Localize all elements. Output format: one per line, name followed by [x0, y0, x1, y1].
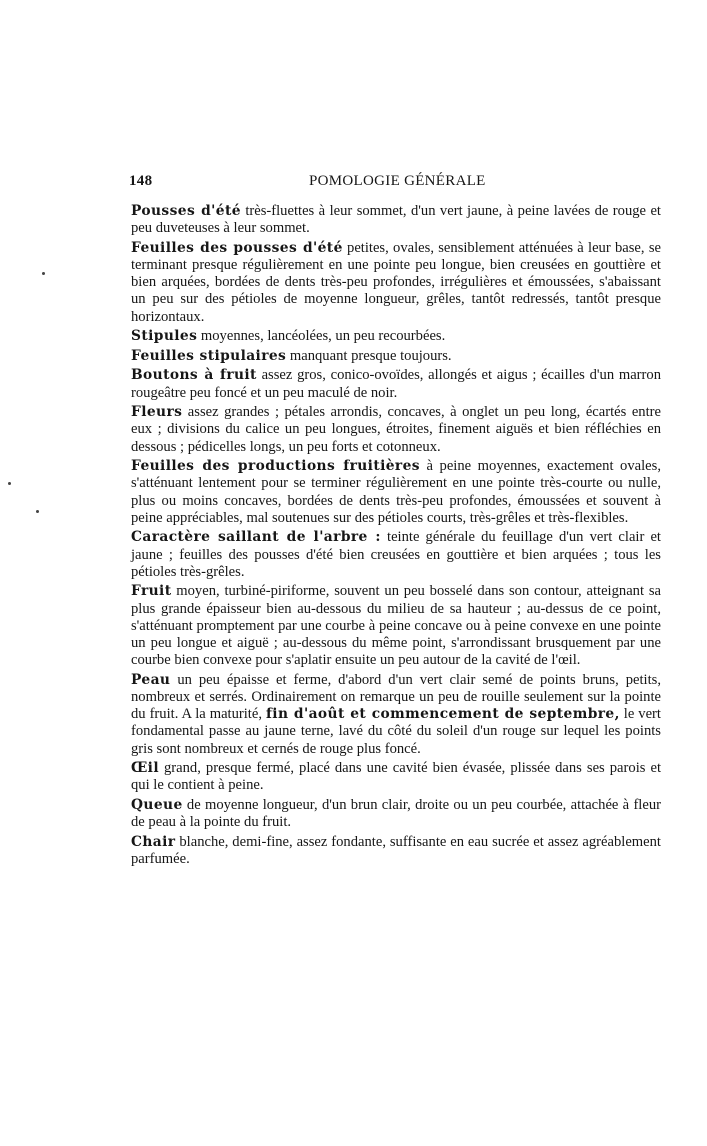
- entry-term: Feuilles des pousses d'été: [131, 239, 343, 256]
- entry-text: un peu épaisse et ferme, d'abord d'un vert clair semé de points bruns, petits, nombreux et serrés. Ordinairement on remarque un peu de rouille seulement sur la pointe du fruit. A la maturité,: [131, 671, 661, 723]
- entry-text: à peine moyennes, exactement ovales, s'atténuant lentement pour se terminer régulièrement en une pointe très-courte ou nulle, plus ou moins concaves, bordées de dents très-peu profondes, émoussées et souvent à peine appréciables, mal soutenues sur des pétioles courts, très-grêles et très-flexibles.: [131, 458, 661, 526]
- entry-boutons: [131, 367, 661, 401]
- entry-chair: [131, 834, 661, 868]
- entry-oeil: [131, 760, 661, 794]
- entry-pousses: [131, 203, 661, 237]
- entry-text: très-fluettes à leur sommet, d'un vert jaune, à peine lavées de rouge et peu duveteuses à leur sommet.: [131, 203, 661, 237]
- entry-term: Pousses d'été: [131, 203, 241, 219]
- entry-feuilles-stipulaires: [131, 348, 661, 365]
- entry-text: assez gros, conico-ovoïdes, allongés et aigus ; écailles d'un marron rougeâtre peu foncé et un peu maculé de noir.: [131, 367, 661, 401]
- entry-term: Feuilles stipulaires: [131, 347, 287, 364]
- scan-speck: [42, 272, 45, 275]
- entry-term: Chair: [131, 833, 176, 850]
- entry-text: teinte générale du feuillage d'un vert clair et jaune ; feuilles des pousses d'été bien creusées en gouttière et bien arquées ; tous les pétioles très-grêles.: [131, 529, 661, 580]
- scan-speck: [8, 482, 11, 485]
- entry-fruit: [131, 583, 661, 669]
- entry-feuilles-productions: [131, 458, 661, 527]
- entry-fleurs: [131, 404, 661, 456]
- entry-text: petites, ovales, sensiblement atténuées à leur base, se terminant presque régulièrement en une pointe peu longue, bien creusées en gouttière et bien arquées, bordées de dents très-peu profondes, irrégulières et émoussées, s'abaissant un peu sur des pétioles de moyenne longueur, grêles, tantôt redressés, tantôt presque horizontaux.: [131, 239, 661, 325]
- entry-term: Œil: [131, 760, 159, 777]
- page-number: 148: [129, 173, 153, 189]
- entry-text: assez grandes ; pétales arrondis, concaves, à onglet un peu long, écartés entre eux ; divisions du calice un peu longues, étroites, finement aiguës et bien réfléchies en dessous ; pédicelles longs, un peu forts et cotonneux.: [131, 404, 661, 455]
- entry-text: moyen, turbiné-piriforme, souvent un peu bosselé dans son contour, atteignant sa plus grande épaisseur bien au-dessous du milieu de sa hauteur ; au-dessus de ce point, s'atténuant promptement par une courbe à peine concave ou à peine convexe en une pointe un peu longue et aiguë ; au-dessous du même point, s'arrondissant brusquement par une courbe bien convexe pour s'aplatir ensuite un peu autour de la cavité de l'œil.: [131, 583, 661, 669]
- entry-term: Stipules: [131, 328, 198, 345]
- entry-term: Feuilles des productions fruitières: [131, 458, 420, 475]
- entry-term: Boutons à fruit: [131, 367, 257, 384]
- entry-stipules: [131, 328, 661, 345]
- entry-term: Peau: [131, 671, 171, 688]
- entry-text: manquant presque toujours.: [286, 347, 452, 364]
- entry-caractere: [131, 529, 661, 581]
- entry-text: grand, presque fermé, placé dans une cavité bien évasée, plissée dans ses parois et qui le contient à peine.: [131, 760, 661, 794]
- entry-text: blanche, demi-fine, assez fondante, suffisante en eau sucrée et assez agréablement parfumée.: [131, 833, 661, 867]
- entry-term: Queue: [131, 797, 183, 813]
- entry-term: Fleurs: [131, 404, 183, 421]
- entry-emphasis: fin d'août et commencement de septembre,: [265, 706, 620, 723]
- entry-feuilles-pousses: [131, 240, 661, 326]
- entry-text-after: le vert fondamental passe au jaune terne, lavé du côté du soleil d'un rouge sur lequel les points gris sont nombreux et cernés de rouge plus foncé.: [131, 706, 661, 757]
- description-text: [131, 203, 661, 871]
- entry-text: moyennes, lancéolées, un peu recourbées.: [197, 328, 446, 345]
- running-title: POMOLOGIE GÉNÉRALE: [309, 173, 486, 189]
- entry-text: de moyenne longueur, d'un brun clair, droite ou un peu courbée, attachée à fleur de peau à la pointe du fruit.: [131, 797, 661, 831]
- entry-term: Fruit: [131, 583, 172, 600]
- scan-speck: [36, 510, 39, 513]
- entry-queue: [131, 797, 661, 831]
- entry-peau: [131, 672, 661, 758]
- entry-term: Caractère saillant de l'arbre :: [131, 529, 381, 546]
